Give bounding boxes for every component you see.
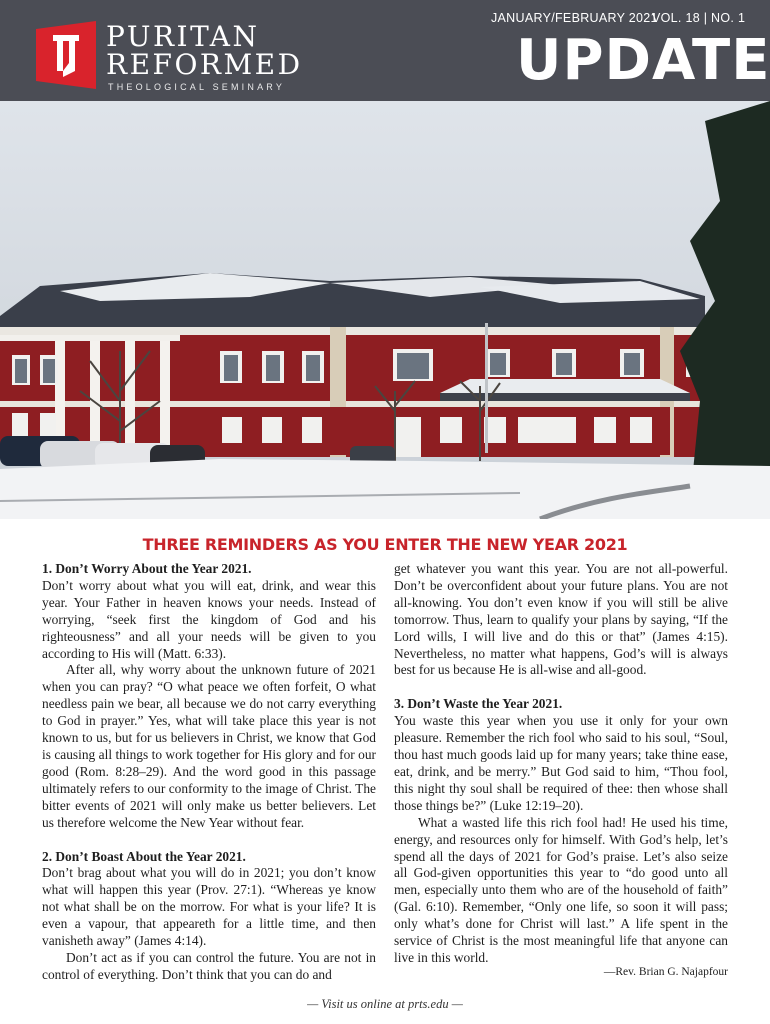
footer-website[interactable]: — Visit us online at prts.edu —	[307, 997, 463, 1011]
issue-volume: VOL. 18 | NO. 1	[652, 11, 746, 25]
org-name-line2: REFORMED	[106, 48, 303, 81]
section-heading: 1. Don’t Worry About the Year 2021.	[42, 561, 252, 576]
pulpit-logo-icon	[36, 21, 96, 89]
org-name-line1: PURITAN	[106, 20, 260, 53]
org-subtitle: THEOLOGICAL SEMINARY	[108, 82, 286, 92]
article-paragraph: Don’t act as if you can control the future. You are not in control of everything. Don’t think that you can do and	[42, 949, 376, 982]
issue-date: JANUARY/FEBRUARY 2021	[491, 11, 658, 25]
article-paragraph: Don’t brag about what you will do in 2021; you don’t know what will happen this year (Prov. 27:1). “Whereas ye know not what shall be on the morrow. For what is your life? It is even a vapour, that appeareth for a little time, and then vanisheth away” (James 4:14).	[42, 865, 376, 949]
article-paragraph: Don’t worry about what you will eat, drink, and wear this year. Your Father in heaven knows your needs. Instead of worrying, “seek first the kingdom of God and his righteousness” and all your needs will be given to you according to His will (Matt. 6:33).	[42, 577, 376, 661]
article-paragraph: What a wasted life this rich fool had! He used his time, energy, and resources only for himself. With God’s help, let’s spend all the days of 2021 for God’s praise. Let’s also seize all God-given opportunities this year to “do good unto all men, especially unto them who are of the household of faith” (Gal. 6:10). Remember, “Only one life, so soon it will pass; only what’s done for Christ will last.” A life spent in the service of Christ is the most meaningful life that anyone can live in this world.	[394, 814, 728, 965]
article-title: THREE REMINDERS AS YOU ENTER THE NEW YEAR 2021	[142, 535, 628, 554]
article-paragraph: After all, why worry about the unknown future of 2021 when you can pray? “O what peace we often forfeit, O what needless pain we bear, all because we do not carry everything to God in prayer.” Yes, what will take place this year is not known to us, but for us believers in Christ, we know that God is causing all things to work together for His glory and for our good (Rom. 8:28–29). And the word good in this passage ultimately refers to our conformity to the image of Christ. The bitter events of 2021 will only make us better believers. Let us therefore welcome the New Year without fear.	[42, 662, 376, 830]
article-column-left	[42, 561, 376, 984]
campus-photo	[0, 101, 770, 519]
article-paragraph: You waste this year when you use it only for your own pleasure. Remember the rich fool who said to his soul, “Soul, thou hast much goods laid up for many years; take thine ease, eat, drink, and be merry.” But God said to him, “Thou fool, this night thy soul shall be required of thee: then whose shall those things be?” (Luke 12:19–20).	[394, 713, 728, 813]
section-heading: 2. Don’t Boast About the Year 2021.	[42, 848, 246, 864]
newsletter-title: UPDATE	[516, 28, 770, 93]
article-column-right	[394, 561, 728, 981]
article-paragraph: get whatever you want this year. You are not all-powerful. Don’t be overconfident about your future plans. You are not all-knowing. You don’t even know if you will still be alive tomorrow. Thus, learn to qualify your plans by saying, “If the Lord wills, I will live and do this or that” (James 4:15). Nevertheless, no matter what happens, God’s will is always best for us because He is all-wise and all-good.	[394, 561, 728, 678]
masthead	[0, 0, 770, 101]
author-signature: —Rev. Brian G. Najapfour	[603, 965, 728, 978]
section-heading: 3. Don’t Waste the Year 2021.	[394, 696, 563, 712]
